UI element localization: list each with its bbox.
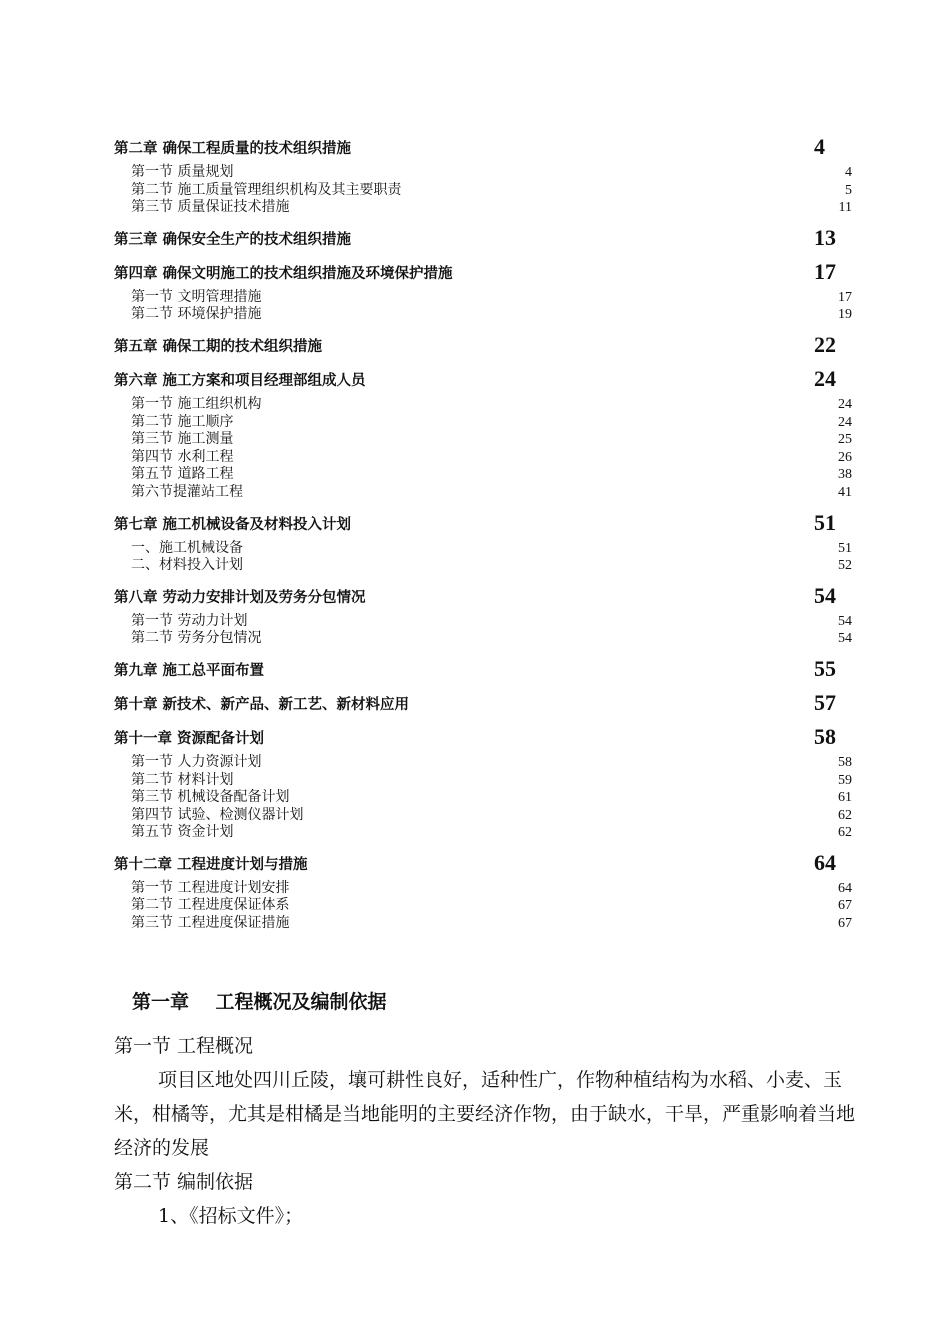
- toc-chapter-page: 64: [814, 849, 836, 875]
- toc-section-entry: [131, 182, 852, 200]
- toc-section-title: 第二节 施工质量管理组织机构及其主要职责: [131, 181, 402, 198]
- toc-chapter-title: 第四章 确保文明施工的技术组织措施及环境保护措施: [114, 265, 453, 282]
- toc-section-title: 第五节 资金计划: [131, 824, 234, 841]
- toc-section-entry: [131, 431, 852, 449]
- toc-section-list: [114, 880, 852, 933]
- toc-section-list: [114, 289, 852, 324]
- toc-chapter-entry: [114, 581, 852, 609]
- toc-chapter-page: 22: [814, 331, 836, 357]
- toc-chapter-entry: [114, 654, 852, 682]
- toc-section-page: 62: [838, 807, 852, 823]
- toc-section-page: 64: [838, 880, 852, 896]
- toc-section-page: 41: [838, 484, 852, 500]
- toc-section-entry: [131, 484, 852, 502]
- toc-chapter-entry: [114, 364, 852, 392]
- toc-chapter-page: 58: [814, 723, 836, 749]
- toc-section-title: 第二节 劳务分包情况: [131, 630, 262, 647]
- section-heading: 第二节 编制依据: [114, 1171, 254, 1193]
- toc-section-title: 第一节 质量规划: [131, 164, 234, 180]
- toc-section-page: 59: [838, 772, 852, 788]
- toc-section-page: 52: [838, 558, 852, 574]
- toc-section-entry: [131, 540, 852, 558]
- toc-section-page: 24: [838, 414, 852, 430]
- toc-section-entry: [131, 824, 852, 842]
- toc-section-title: 第一节 工程进度计划安排: [131, 879, 290, 896]
- toc-chapter-title: 第三章 确保安全生产的技术组织措施: [114, 231, 352, 248]
- toc-chapter-page: 54: [814, 582, 836, 608]
- toc-section-entry: [131, 199, 852, 217]
- toc-section-list: [114, 164, 852, 217]
- toc-section-title: 第六节提灌站工程: [131, 483, 243, 500]
- toc-section-entry: [131, 396, 852, 414]
- toc-chapter-title: 第六章 施工方案和项目经理部组成人员: [114, 372, 366, 389]
- toc-section-title: 第二节 材料计划: [131, 771, 234, 788]
- toc-section-entry: [131, 557, 852, 575]
- toc-section-entry: [131, 789, 852, 807]
- toc-section-page: 61: [838, 790, 852, 806]
- toc-section-entry: [131, 915, 852, 933]
- toc-chapter-title: 第九章 施工总平面布置: [114, 662, 265, 679]
- paragraph: 项目区地处四川丘陵，壤可耕性良好，适种性广，作物种植结构为水稻、小麦、玉米，柑橘等，尤其是柑橘是当地能明的主要经济作物，由于缺水，干旱，严重影响着当地经济的发展: [114, 1069, 856, 1159]
- document-body: [114, 985, 864, 1233]
- toc-section-list: [114, 754, 852, 842]
- toc-chapter-page: 55: [814, 655, 836, 681]
- toc-chapter-title: 第七章 施工机械设备及材料投入计划: [114, 516, 352, 533]
- toc-section-entry: [131, 466, 852, 484]
- toc-section-title: 第四节 试验、检测仪器计划: [131, 806, 304, 823]
- toc-section-title: 第二节 环境保护措施: [131, 306, 262, 323]
- toc-section-page: 5: [845, 182, 852, 198]
- toc-section-page: 62: [838, 825, 852, 841]
- toc-section-page: 58: [838, 754, 852, 770]
- toc-chapter-entry: [114, 257, 852, 285]
- toc-section-title: 第一节 人力资源计划: [131, 753, 262, 770]
- toc-section-page: 4: [845, 165, 852, 180]
- toc-chapter-entry: [114, 688, 852, 716]
- toc-chapter-page: 4: [814, 134, 825, 159]
- toc-section-page: 54: [838, 631, 852, 647]
- toc-section-entry: [131, 630, 852, 648]
- toc-section-list: [114, 613, 852, 648]
- toc-section-list: [114, 396, 852, 502]
- toc-section-page: 17: [838, 289, 852, 305]
- toc-chapter-page: 57: [814, 689, 836, 715]
- toc-section-title: 二、材料投入计划: [131, 557, 243, 574]
- toc-chapter-title: 第十二章 工程进度计划与措施: [114, 856, 308, 873]
- toc-section-entry: [131, 613, 852, 631]
- toc-section-title: 第三节 机械设备配备计划: [131, 789, 290, 806]
- section-heading: 第一节 工程概况: [114, 1035, 254, 1057]
- toc-chapter-entry: [114, 508, 852, 536]
- table-of-contents: [114, 126, 852, 933]
- toc-section-page: 25: [838, 432, 852, 448]
- toc-section-title: 一、施工机械设备: [131, 539, 243, 556]
- toc-chapter-page: 13: [814, 224, 836, 250]
- toc-section-page: 38: [838, 467, 852, 483]
- toc-section-entry: [131, 164, 852, 182]
- toc-chapter-entry: [114, 223, 852, 251]
- toc-chapter-page: 17: [814, 258, 836, 284]
- toc-section-page: 67: [838, 898, 852, 914]
- toc-section-page: 67: [838, 916, 852, 932]
- toc-chapter-title: 第八章 劳动力安排计划及劳务分包情况: [114, 589, 366, 606]
- toc-chapter-title: 第十一章 资源配备计划: [114, 730, 265, 747]
- chapter-heading: 第一章 工程概况及编制依据: [132, 991, 387, 1013]
- toc-section-title: 第三节 施工测量: [131, 431, 234, 448]
- toc-section-list: [114, 540, 852, 575]
- toc-section-title: 第三节 工程进度保证措施: [131, 915, 290, 932]
- toc-section-entry: [131, 772, 852, 790]
- toc-chapter-title: 第五章 确保工期的技术组织措施: [114, 338, 323, 355]
- toc-section-title: 第一节 施工组织机构: [131, 395, 262, 412]
- toc-section-title: 第二节 工程进度保证体系: [131, 897, 290, 914]
- toc-section-entry: [131, 414, 852, 432]
- toc-chapter-entry: [114, 722, 852, 750]
- toc-chapter-page: 24: [814, 365, 836, 391]
- toc-section-entry: [131, 289, 852, 307]
- toc-section-title: 第一节 文明管理措施: [131, 288, 262, 305]
- toc-section-page: 26: [838, 449, 852, 465]
- toc-chapter-entry: [114, 330, 852, 358]
- toc-chapter-entry: [114, 848, 852, 876]
- list-item: 1、《招标文件》；: [158, 1205, 304, 1227]
- toc-section-entry: [131, 897, 852, 915]
- toc-section-title: 第五节 道路工程: [131, 466, 234, 483]
- toc-section-entry: [131, 306, 852, 324]
- toc-section-page: 24: [838, 396, 852, 412]
- toc-chapter-title: 第二章 确保工程质量的技术组织措施: [114, 141, 352, 157]
- toc-section-page: 51: [838, 540, 852, 556]
- toc-chapter-title: 第十章 新技术、新产品、新工艺、新材料应用: [114, 696, 410, 713]
- toc-section-page: 11: [838, 200, 852, 216]
- toc-section-entry: [131, 449, 852, 467]
- toc-section-entry: [131, 754, 852, 772]
- toc-section-title: 第二节 施工顺序: [131, 413, 234, 430]
- toc-section-title: 第四节 水利工程: [131, 448, 234, 465]
- toc-chapter-entry: [114, 132, 852, 160]
- toc-chapter-page: 51: [814, 509, 836, 535]
- toc-section-title: 第一节 劳动力计划: [131, 612, 248, 629]
- toc-section-entry: [131, 807, 852, 825]
- toc-section-page: 54: [838, 613, 852, 629]
- toc-section-title: 第三节 质量保证技术措施: [131, 199, 290, 216]
- toc-section-entry: [131, 880, 852, 898]
- toc-section-page: 19: [838, 307, 852, 323]
